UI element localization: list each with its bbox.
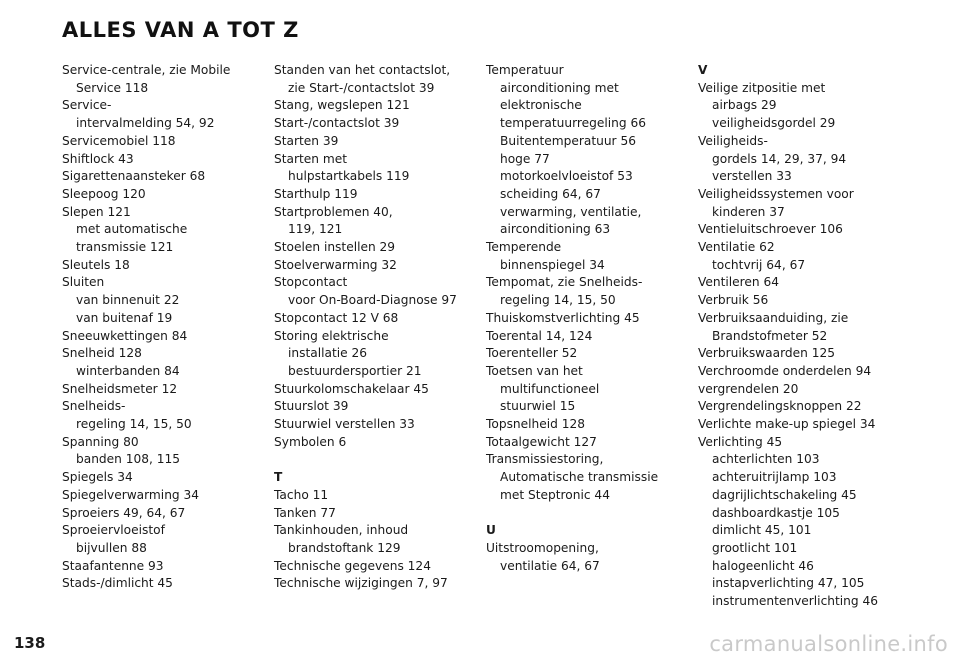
index-subentry: hulpstartkabels 119 (288, 169, 410, 184)
index-entry: Standen van het contactslot, (274, 63, 451, 77)
index-subentry: achterlichten 103 (712, 452, 820, 467)
index-subentry: scheiding 64, 67 (500, 186, 601, 201)
index-subentry: stuurwiel 15 (500, 399, 576, 414)
index-subentry: hoge 77 (500, 151, 550, 166)
index-subentry: kinderen 37 (712, 204, 785, 219)
index-entry: Uitstroomopening, (486, 540, 599, 555)
index-entry: Thuiskomstverlichting 45 (486, 310, 640, 325)
index-subentry: airconditioning 63 (500, 222, 611, 237)
index-column-2 (274, 62, 479, 593)
index-entry: Verchroomde onderdelen 94 (698, 363, 872, 378)
index-subentry: 119, 121 (288, 222, 343, 237)
index-entry: Tankinhouden, inhoud (274, 523, 409, 538)
index-subentry: zie Start-/contactslot 39 (288, 80, 435, 95)
index-subentry: gordels 14, 29, 37, 94 (712, 151, 847, 166)
index-entry: Verbruik 56 (698, 293, 769, 308)
index-entry: Technische wijzigingen 7, 97 (274, 576, 448, 591)
index-entry: Sneeuwkettingen 84 (62, 328, 188, 343)
index-entry: Service- (62, 98, 112, 113)
index-subentry: intervalmelding 54, 92 (76, 116, 215, 131)
index-subentry: met Steptronic 44 (500, 487, 610, 502)
index-subentry: tochtvrij 64, 67 (712, 257, 806, 272)
index-subentry: motorkoelvloeistof 53 (500, 169, 633, 184)
index-entry: Verbruiksaanduiding, zie (698, 310, 849, 325)
index-entry: Veilige zitpositie met (698, 80, 826, 95)
index-subentry: van binnenuit 22 (76, 293, 180, 308)
index-entry: Stoelverwarming 32 (274, 257, 397, 272)
index-subentry: bijvullen 88 (76, 540, 147, 555)
index-entry: Spiegelverwarming 34 (62, 487, 200, 502)
index-entry: Servicemobiel 118 (62, 133, 176, 148)
index-entry: Snelheid 128 (62, 346, 142, 361)
section-letter-heading: U (486, 523, 496, 538)
index-subentry: Automatische transmissie (500, 470, 659, 485)
index-column-1 (62, 62, 262, 593)
index-subentry: multifunctioneel (500, 381, 600, 396)
index-entry: Sproeiervloeistof (62, 523, 165, 538)
index-entry: Toerental 14, 124 (486, 328, 593, 343)
index-entry: Tanken 77 (274, 505, 336, 520)
index-entry: Tacho 11 (274, 487, 329, 502)
index-entry: Sproeiers 49, 64, 67 (62, 505, 186, 520)
page-title: ALLES VAN A TOT Z (62, 18, 299, 42)
index-entry: Storing elektrische (274, 328, 389, 343)
index-entry: Stoelen instellen 29 (274, 240, 396, 255)
index-entry: Stuurslot 39 (274, 399, 349, 414)
index-entry: Toerenteller 52 (486, 346, 578, 361)
index-subentry: temperatuurregeling 66 (500, 116, 646, 131)
index-entry: Startproblemen 40, (274, 204, 393, 219)
index-entry: Stang, wegslepen 121 (274, 98, 410, 113)
index-entry: Stopcontact (274, 275, 348, 290)
index-subentry: achteruitrijlamp 103 (712, 470, 837, 485)
index-subentry: brandstoftank 129 (288, 540, 401, 555)
index-subentry: Buitentemperatuur 56 (500, 133, 636, 148)
index-entry: Vergrendelingsknoppen 22 (698, 399, 862, 414)
index-entry: Ventieluitschroever 106 (698, 222, 843, 237)
index-entry: Symbolen 6 (274, 434, 347, 449)
index-subentry: veiligheidsgordel 29 (712, 116, 836, 131)
index-entry: Staafantenne 93 (62, 558, 164, 573)
index-entry: Stuurwiel verstellen 33 (274, 417, 415, 432)
index-entry: Stopcontact 12 V 68 (274, 310, 399, 325)
index-subentry: grootlicht 101 (712, 540, 798, 555)
index-subentry: van buitenaf 19 (76, 310, 173, 325)
index-entry: vergrendelen 20 (698, 381, 799, 396)
index-entry: Topsnelheid 128 (486, 417, 586, 432)
index-entry: Sleutels 18 (62, 257, 130, 272)
index-entry: Transmissiestoring, (486, 452, 604, 467)
index-subentry: bestuurdersportier 21 (288, 363, 422, 378)
index-subentry: ventilatie 64, 67 (500, 558, 600, 573)
page-number: 138 (14, 634, 46, 652)
index-subentry: met automatische (76, 222, 188, 237)
index-entry: Temperende (486, 240, 562, 255)
index-entry: Snelheidsmeter 12 (62, 381, 178, 396)
index-subentry: airbags 29 (712, 98, 777, 113)
index-entry: Veiligheids- (698, 133, 768, 148)
index-subentry: instrumentenverlichting 46 (712, 594, 878, 609)
index-entry: Temperatuur (486, 63, 564, 77)
index-subentry: installatie 26 (288, 346, 367, 361)
index-subentry: binnenspiegel 34 (500, 257, 605, 272)
section-gap (274, 451, 479, 469)
index-entry: Sleepoog 120 (62, 186, 146, 201)
index-subentry: halogeenlicht 46 (712, 558, 814, 573)
index-subentry: winterbanden 84 (76, 363, 180, 378)
index-entry: Starten met (274, 151, 348, 166)
index-subentry: voor On-Board-Diagnose 97 (288, 293, 457, 308)
index-subentry: airconditioning met (500, 80, 619, 95)
index-column-3 (486, 62, 691, 575)
index-entry: Verlichting 45 (698, 434, 783, 449)
index-entry: Starthulp 119 (274, 186, 358, 201)
index-entry: Ventilatie 62 (698, 240, 775, 255)
index-entry: Toetsen van het (486, 363, 583, 378)
index-subentry: elektronische (500, 98, 582, 113)
watermark: carmanualsonline.info (709, 632, 948, 656)
index-entry: Sigarettenaansteker 68 (62, 169, 206, 184)
index-subentry: instapverlichting 47, 105 (712, 576, 865, 591)
index-entry: Spanning 80 (62, 434, 139, 449)
section-gap (486, 505, 691, 523)
index-entry: Snelheids- (62, 399, 126, 414)
index-entry: Sluiten (62, 275, 105, 290)
index-entry: Verbruikswaarden 125 (698, 346, 835, 361)
index-entry: Ventileren 64 (698, 275, 780, 290)
index-entry: Slepen 121 (62, 204, 131, 219)
index-subentry: regeling 14, 15, 50 (500, 293, 616, 308)
index-subentry: Service 118 (76, 80, 149, 95)
index-entry: Shiftlock 43 (62, 151, 134, 166)
section-letter-heading: V (698, 63, 708, 77)
section-letter-heading: T (274, 470, 283, 485)
index-column-4 (698, 62, 903, 611)
index-subentry: dagrijlichtschakeling 45 (712, 487, 857, 502)
index-entry: Stads-/dimlicht 45 (62, 576, 173, 591)
index-entry: Spiegels 34 (62, 470, 133, 485)
index-entry: Service-centrale, zie Mobile (62, 63, 231, 77)
index-subentry: verstellen 33 (712, 169, 792, 184)
index-entry: Start-/contactslot 39 (274, 116, 400, 131)
index-entry: Stuurkolomschakelaar 45 (274, 381, 429, 396)
index-subentry: regeling 14, 15, 50 (76, 417, 192, 432)
index-entry: Verlichte make-up spiegel 34 (698, 417, 876, 432)
index-entry: Totaalgewicht 127 (486, 434, 597, 449)
index-entry: Technische gegevens 124 (274, 558, 431, 573)
index-subentry: dashboardkastje 105 (712, 505, 840, 520)
index-subentry: verwarming, ventilatie, (500, 204, 642, 219)
index-entry: Tempomat, zie Snelheids- (486, 275, 643, 290)
index-entry: Veiligheidssystemen voor (698, 186, 854, 201)
index-subentry: dimlicht 45, 101 (712, 523, 812, 538)
index-subentry: banden 108, 115 (76, 452, 181, 467)
index-subentry: Brandstofmeter 52 (712, 328, 828, 343)
index-entry: Starten 39 (274, 133, 339, 148)
index-subentry: transmissie 121 (76, 240, 174, 255)
